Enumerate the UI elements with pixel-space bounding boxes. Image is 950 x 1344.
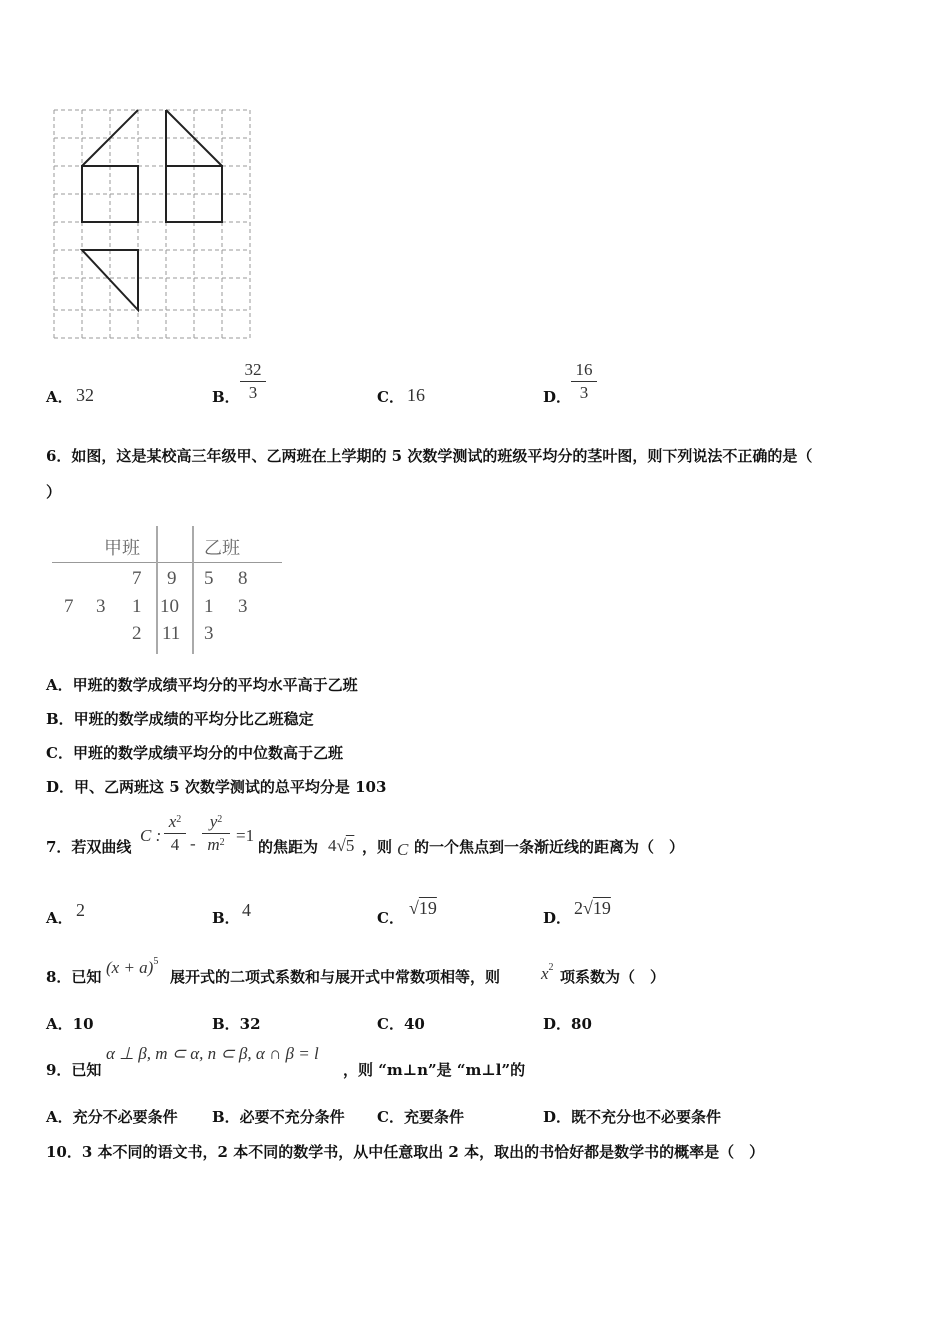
stem-leaf-plot — [52, 526, 284, 656]
stemleaf-right-header: 乙班 — [204, 538, 240, 559]
q7-focal-coef: 4 — [328, 836, 337, 855]
leaf-left: 7 — [64, 596, 74, 617]
leaf-left: 3 — [96, 596, 106, 617]
q8-prefix: 8．已知 — [46, 968, 102, 986]
q5-option-b-label: B． — [212, 388, 240, 406]
q7-option-c-label: C． — [377, 909, 404, 927]
q9-suffix: ，则 “m⊥n”是 “m⊥l”的 — [343, 1061, 526, 1079]
q7-x: x — [168, 812, 177, 831]
q6-stem-line1: 6．如图，这是某校高三年级甲、乙两班在上学期的 5 次数学测试的班级平均分的茎叶图，则下列说法不正确的是（ — [46, 447, 813, 465]
leaf-right: 3 — [238, 596, 248, 617]
q9-condition: α ⊥ β, m ⊂ α, n ⊂ β, α ∩ β = l — [106, 1044, 319, 1063]
q8-exponent: 5 — [153, 956, 159, 967]
stem: 11 — [162, 623, 181, 644]
q6-stem-line2: ） — [46, 483, 62, 501]
leaf-left: 7 — [132, 568, 142, 589]
leaf-right: 1 — [204, 596, 214, 617]
q7-option-a-value: 2 — [76, 900, 85, 920]
leaf-right: 8 — [238, 568, 248, 589]
q7-equals: =1 — [236, 826, 255, 845]
q7-c-root: 19 — [418, 898, 437, 918]
q8-suffix: 项系数为（ ） — [560, 968, 666, 986]
q7-suffix: 的一个焦点到一条渐近线的距离为（ ） — [414, 838, 685, 856]
q6-option-a: A．甲班的数学成绩平均分的平均水平高于乙班 — [46, 676, 358, 694]
leaf-right: 3 — [204, 623, 214, 644]
q7-focal: 4√5 — [328, 836, 355, 855]
q8-term — [541, 964, 554, 984]
q7-den1: 4 — [170, 835, 180, 854]
q7-option-a-label: A． — [46, 909, 73, 927]
stemleaf-header-rule — [52, 562, 282, 563]
leaf-right: 5 — [204, 568, 214, 589]
q8-expr — [106, 958, 158, 978]
q7-m: m — [207, 835, 220, 854]
q9-option-c: C．充要条件 — [377, 1108, 464, 1126]
q7-comma: ，则 — [362, 838, 393, 856]
q7-mid: 的焦距为 — [258, 838, 319, 856]
q7-option-b-value: 4 — [242, 900, 251, 920]
q8-option-a: A．10 — [46, 1015, 94, 1033]
q8-term-exp: 2 — [548, 962, 554, 973]
q5-d-denominator: 3 — [579, 383, 589, 402]
q5-option-c-value: 16 — [407, 385, 425, 405]
q7-minus: - — [190, 834, 196, 853]
three-view-figure — [52, 108, 252, 342]
q5-option-d-label: D． — [543, 388, 572, 406]
q6-option-b: B．甲班的数学成绩的平均分比乙班稳定 — [46, 710, 314, 728]
q9-option-d: D．既不充分也不必要条件 — [543, 1108, 722, 1126]
grid-lines — [54, 110, 250, 338]
q9-option-b: B．必要不充分条件 — [212, 1108, 345, 1126]
q8-term-var: x — [541, 964, 549, 983]
leaf-left: 1 — [132, 596, 142, 617]
q9-prefix: 9．已知 — [46, 1061, 102, 1079]
q6-option-c: C．甲班的数学成绩平均分的中位数高于乙班 — [46, 744, 343, 762]
leaf-left: 2 — [132, 623, 142, 644]
q5-option-a-value: 32 — [76, 385, 94, 405]
q7-fraction-x: $x^2$ 4 — [164, 812, 186, 855]
stemleaf-divider-left — [156, 526, 158, 654]
q7-prefix: 7．若双曲线 — [46, 838, 132, 856]
q8-mid: 展开式的二项式系数和与展开式中常数项相等，则 — [170, 968, 501, 986]
stemleaf-divider-right — [192, 526, 194, 654]
q7-option-c-value: √19 — [409, 898, 437, 918]
q5-d-numerator: 16 — [575, 360, 593, 379]
q7-fraction-y: $y^2$ $m^2$ — [202, 812, 230, 855]
q8-binomial: (x + a) — [106, 958, 154, 977]
q7-option-d-label: D． — [543, 909, 572, 927]
q8-option-b: B．32 — [212, 1015, 261, 1033]
q6-option-d: D．甲、乙两班这 5 次数学测试的总平均分是 103 — [46, 778, 387, 796]
stem: 9 — [167, 568, 177, 589]
stem: 10 — [160, 596, 179, 617]
stemleaf-left-header: 甲班 — [104, 538, 140, 559]
q5-b-numerator: 32 — [244, 360, 262, 379]
q5-option-d-fraction — [571, 360, 597, 403]
q7-option-d-value: 2√19 — [574, 898, 611, 918]
q10-stem: 10．3 本不同的语文书，2 本不同的数学书，从中任意取出 2 本，取出的书恰好都是数学书的概率是（ ） — [46, 1143, 765, 1161]
q5-option-c-label: C． — [377, 388, 404, 406]
q8-option-d: D．80 — [543, 1015, 592, 1033]
q7-curve-name: C : — [140, 826, 162, 845]
q7-d-coef: 2 — [574, 898, 583, 918]
q8-option-c: C．40 — [377, 1015, 425, 1033]
q7-option-b-label: B． — [212, 909, 240, 927]
q9-option-a: A．充分不必要条件 — [46, 1108, 178, 1126]
q5-option-b-fraction — [240, 360, 266, 403]
q7-c: C — [397, 840, 409, 859]
q7-y: y — [209, 812, 218, 831]
q5-b-denominator: 3 — [248, 383, 258, 402]
q5-option-a-label: A． — [46, 388, 73, 406]
q7-focal-root: 5 — [345, 836, 355, 855]
q7-d-root: 19 — [592, 898, 611, 918]
